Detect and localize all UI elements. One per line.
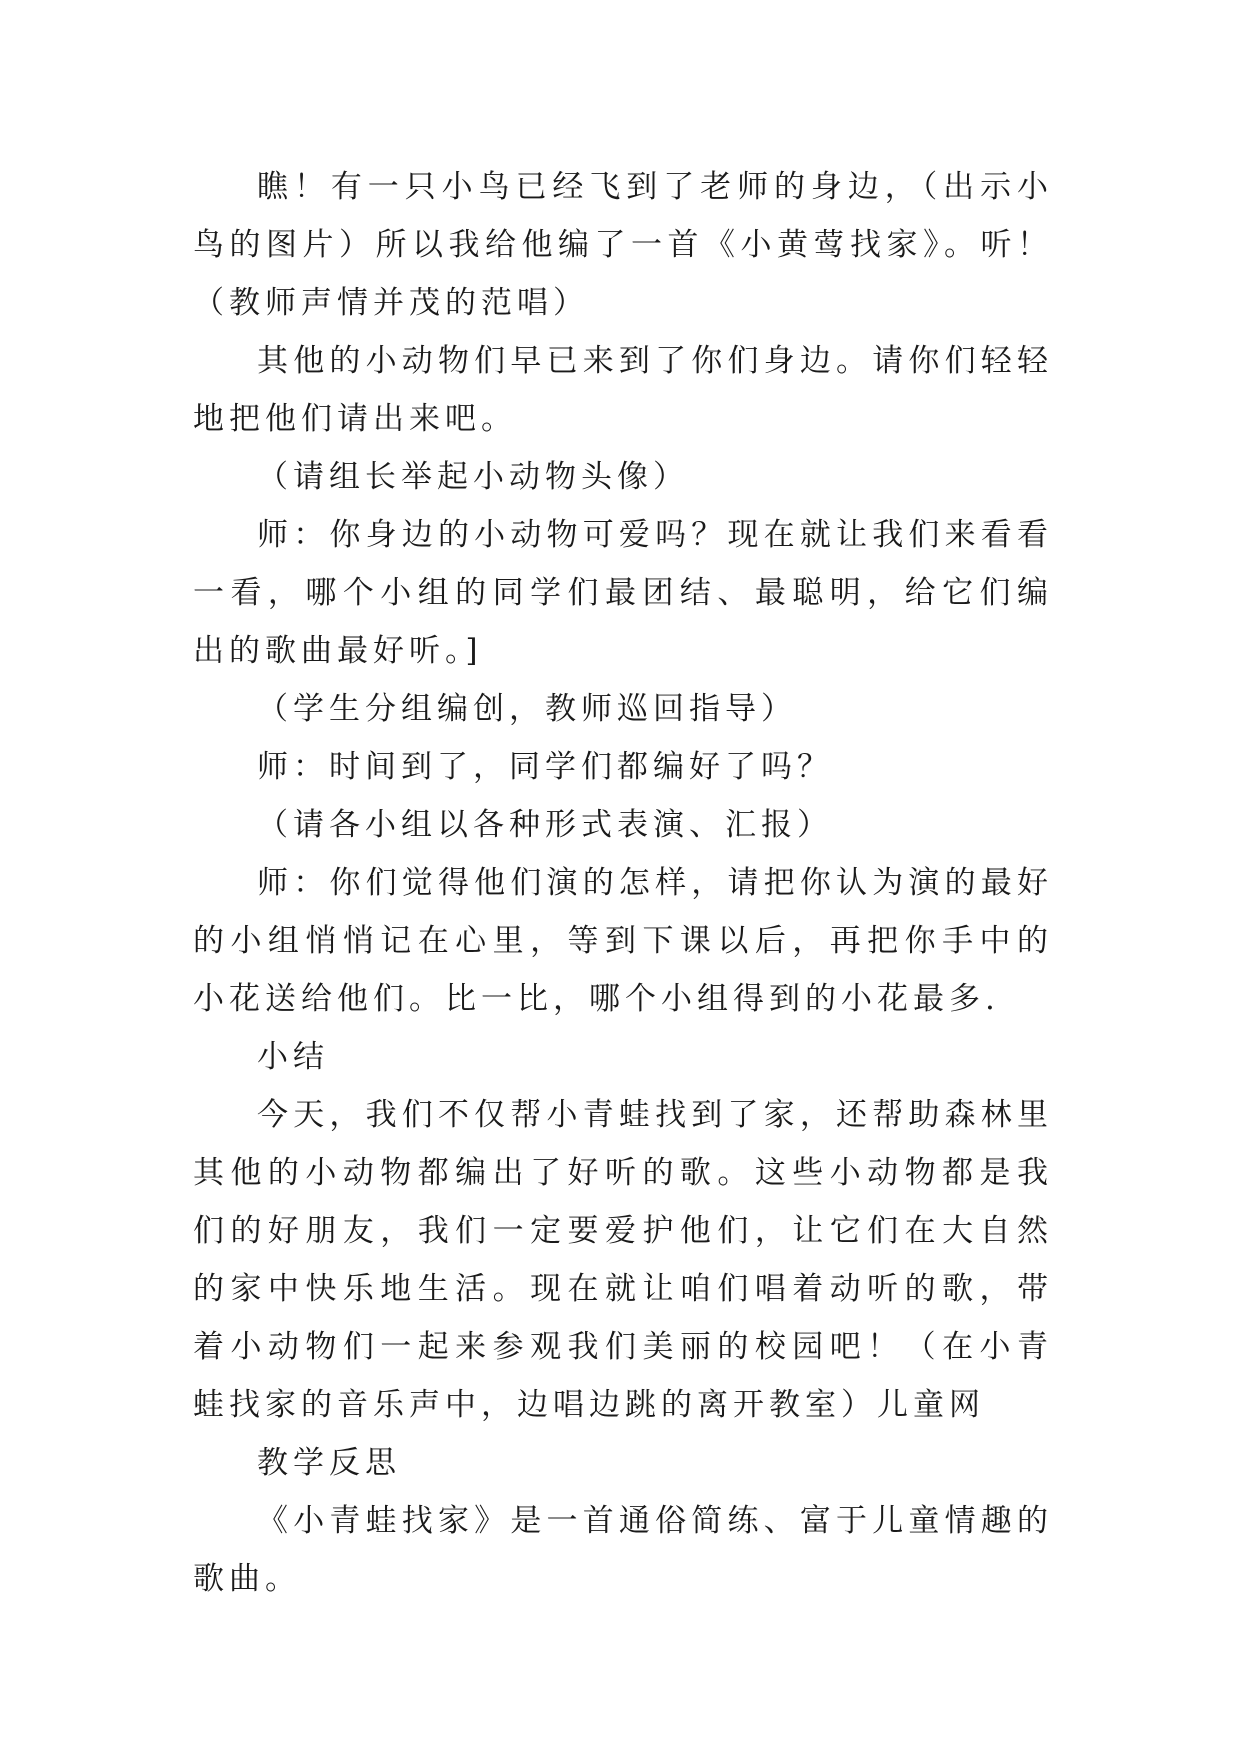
document-body bbox=[193, 158, 1053, 1608]
paragraph-group-leader: （请组长举起小动物头像） bbox=[257, 459, 689, 495]
paragraph-other-animals: 其他的小动物们早已来到了你们身边。请你们轻轻地把他们请出来吧。 bbox=[193, 343, 1053, 437]
paragraph-group-performance: （请各小组以各种形式表演、汇报） bbox=[257, 807, 833, 843]
paragraph-group-creation: （学生分组编创，教师巡回指导） bbox=[257, 691, 797, 727]
paragraph-bird-song: 瞧！有一只小鸟已经飞到了老师的身边，（出示小鸟的图片）所以我给他编了一首《小黄莺找家》。听！（教师声情并茂的范唱） bbox=[193, 169, 1053, 321]
paragraph-summary: 今天，我们不仅帮小青蛙找到了家，还帮助森林里其他的小动物都编出了好听的歌。这些小动物都是我们的好朋友，我们一定要爱护他们，让它们在大自然的家中快乐地生活。现在就让咱们唱着动听的歌，带着小动物们一起来参观我们美丽的校园吧！（在小青蛙找家的音乐声中，边唱边跳的离开教室）儿童网 bbox=[193, 1097, 1053, 1423]
paragraph-evaluation: 师：你们觉得他们演的怎样，请把你认为演的最好的小组悄悄记在心里，等到下课以后，再把你手中的小花送给他们。比一比，哪个小组得到的小花最多. bbox=[193, 865, 1053, 1017]
paragraph-teacher-question: 师：你身边的小动物可爱吗？现在就让我们来看看一看，哪个小组的同学们最团结、最聪明，给它们编出的歌曲最好听。] bbox=[193, 517, 1053, 669]
paragraph-reflection: 《小青蛙找家》是一首通俗简练、富于儿童情趣的歌曲。 bbox=[193, 1503, 1053, 1597]
paragraph-time-up: 师：时间到了，同学们都编好了吗？ bbox=[257, 749, 833, 785]
heading-reflection: 教学反思 bbox=[257, 1445, 401, 1481]
heading-summary: 小结 bbox=[257, 1039, 329, 1075]
